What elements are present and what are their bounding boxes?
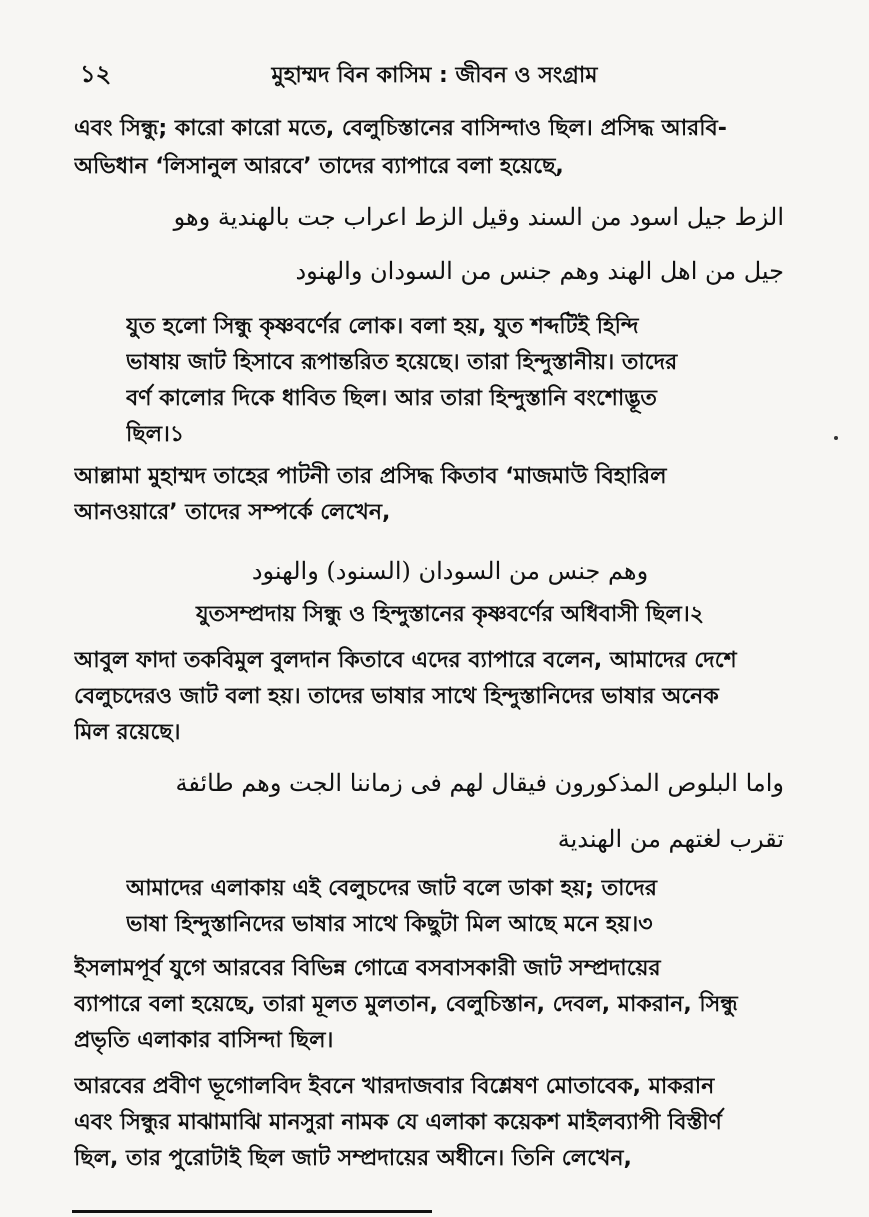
text-line: অভিধান ‘লিসানুল আরবে’ তাদের ব্যাপারে বলা হয়েছে, [74, 154, 564, 179]
print-speck [834, 436, 838, 440]
text-line: মিল রয়েছে। [74, 720, 181, 745]
text-line: আবুল ফাদা তকবিমুল বুলদান কিতাবে এদের ব্যাপারে বলেন, আমাদের দেশে [74, 648, 737, 673]
page-number: ১২ [80, 60, 112, 88]
text-line: এবং সিন্ধু; কারো কারো মতে, বেলুচিস্তানের বাসিন্দাও ছিল। প্রসিদ্ধ আরবি- [74, 116, 727, 141]
text-line: আমাদের এলাকায় এই বেলুচদের জাট বলে ডাকা হয়; তাদের [126, 876, 657, 901]
text-line: যুতসম্প্রদায় সিন্ধু ও হিন্দুস্তানের কৃষ্ণবর্ণের অধিবাসী ছিল।২ [195, 602, 704, 627]
text-line: এবং সিন্ধুর মাঝামাঝি মানসুরা নামক যে এলাকা কয়েকশ মাইলব্যাপী বিস্তীর্ণ [74, 1110, 722, 1135]
text-line: আনওয়ারে’ তাদের সম্পর্কে লেখেন, [74, 500, 391, 525]
running-title: মুহাম্মদ বিন কাসিম : জীবন ও সংগ্রাম [271, 63, 598, 88]
arabic-quote-line: تقرب لغتهم من الهندية [557, 825, 784, 853]
text-line: বেলুচদেরও জাট বলা হয়। তাদের ভাষার সাথে হিন্দুস্তানিদের ভাষার অনেক [74, 684, 719, 709]
footnote-rule [72, 1210, 432, 1213]
text-line: ছিল, তার পুরোটাই ছিল জাট সম্প্রদায়ের অধীনে। তিনি লেখেন, [74, 1146, 632, 1171]
text-line: ভাষায় জাট হিসাবে রূপান্তরিত হয়েছে। তারা হিন্দুস্তানীয়। তাদের [126, 350, 678, 375]
arabic-quote-line: واما البلوص المذكورون فيقال لهم فى زماننا الجت وهم طائفة [175, 769, 784, 797]
text-line: ব্যাপারে বলা হয়েছে, তারা মূলত মুলতান, বেলুচিস্তান, দেবল, মাকরান, সিন্ধু [74, 992, 738, 1017]
text-line: প্রভৃতি এলাকার বাসিন্দা ছিল। [74, 1028, 334, 1053]
arabic-quote-line: جيل من اهل الهند وهم جنس من السودان والهنود [295, 257, 784, 285]
arabic-quote-line: وهم جنس من السودان (السنود) والهنود [251, 557, 649, 585]
text-line: ছিল।১ [126, 422, 185, 447]
page-header [72, 56, 797, 96]
text-line: ভাষা হিন্দুস্তানিদের ভাষার সাথে কিছুটা মিল আছে মনে হয়।৩ [126, 912, 653, 937]
text-line: আরবের প্রবীণ ভূগোলবিদ ইবনে খারদাজবার বিশ্লেষণ মোতাবেক, মাকরান [74, 1074, 715, 1099]
text-line: ইসলামপূর্ব যুগে আরবের বিভিন্ন গোত্রে বসবাসকারী জাট সম্প্রদায়ের [74, 956, 661, 981]
text-line: বর্ণ কালোর দিকে ধাবিত ছিল। আর তারা হিন্দুস্তানি বংশোদ্ভূত [126, 386, 657, 411]
text-line: যুত হলো সিন্ধু কৃষ্ণবর্ণের লোক। বলা হয়, যুত শব্দটিই হিন্দি [126, 314, 639, 339]
arabic-quote-line: الزط جيل اسود من السند وقيل الزط اعراب جت بالهندية وهو [173, 203, 784, 231]
text-line: আল্লামা মুহাম্মদ তাহের পাটনী তার প্রসিদ্ধ কিতাব ‘মাজমাউ বিহারিল [74, 464, 667, 489]
